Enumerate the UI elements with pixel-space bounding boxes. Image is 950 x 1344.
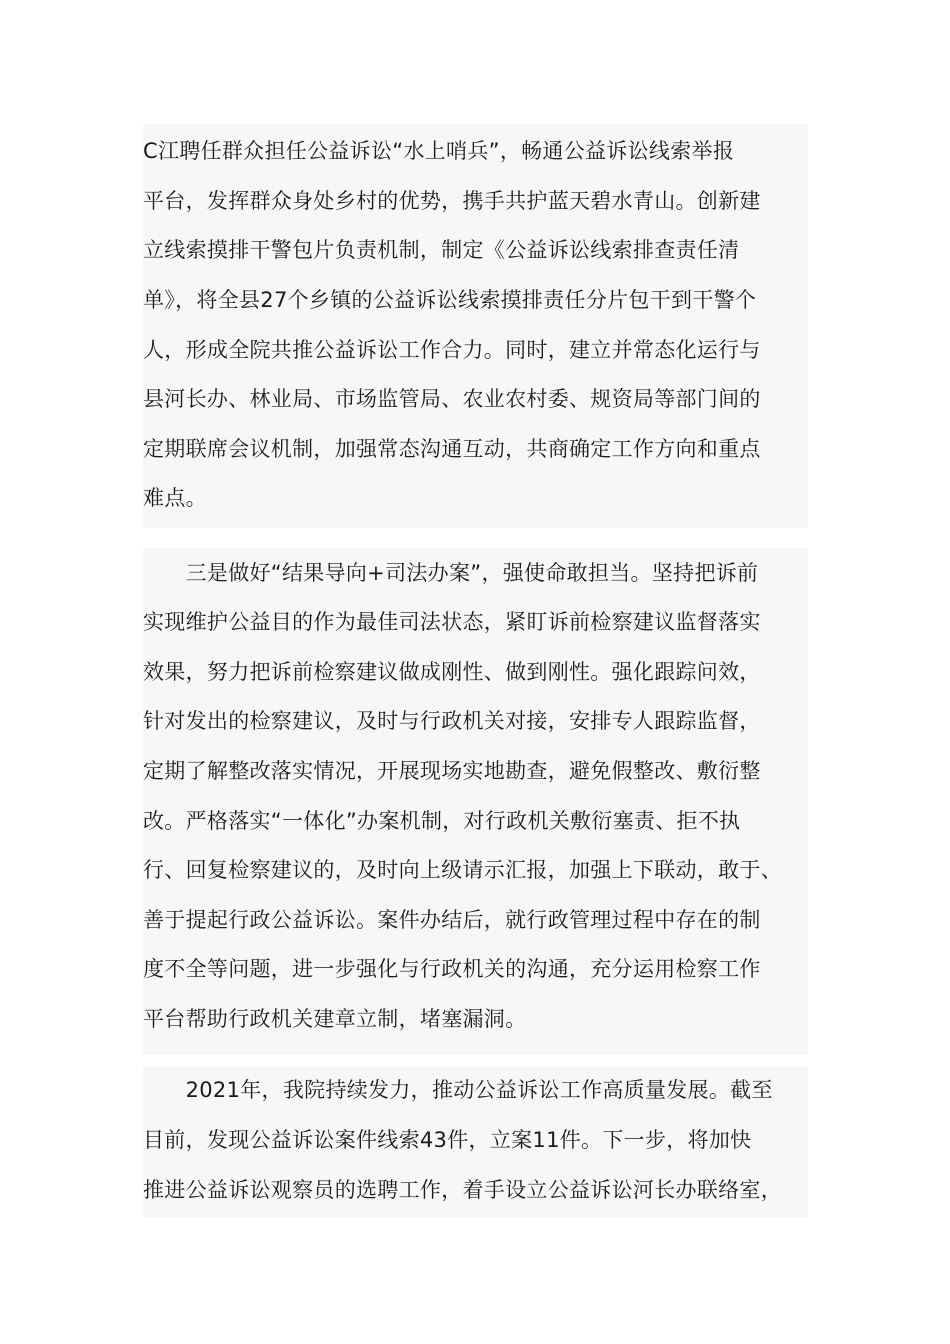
paragraph-1 <box>143 124 808 528</box>
paragraph-line: 单》，将全县27个乡镇的公益诉讼线索摸排责任分片包干到干警个 <box>143 288 757 312</box>
paragraph-line: 难点。 <box>143 486 207 510</box>
paragraph-line: 善于提起行政公益诉讼。案件办结后，就行政管理过程中存在的制 <box>143 908 761 932</box>
paragraph-line: 改。严格落实“一体化”办案机制，对行政机关敷衍塞责、拒不执 <box>143 809 741 833</box>
paragraph-line: 实现维护公益目的作为最佳司法状态，紧盯诉前检察建议监督落实 <box>143 610 761 634</box>
paragraph-line: 县河长办、林业局、市场监管局、农业农村委、规资局等部门间的 <box>143 387 761 411</box>
paragraph-line: 立线索摸排干警包片负责机制，制定《公益诉讼线索排查责任清 <box>143 238 740 262</box>
paragraph-line: 平台，发挥群众身处乡村的优势，携手共护蓝天碧水青山。创新建 <box>143 189 761 213</box>
paragraph-line: 行、回复检察建议的，及时向上级请示汇报，加强上下联动，敢于、 <box>143 858 782 882</box>
paragraph-line: 定期了解整改落实情况，开展现场实地勘查，避免假整改、敷衍整 <box>143 759 761 783</box>
paragraph-line: 目前，发现公益诉讼案件线索43件，立案11件。下一步，将加快 <box>143 1128 752 1152</box>
paragraph-line: 推进公益诉讼观察员的选聘工作，着手设立公益诉讼河长办联络室， <box>143 1178 782 1202</box>
paragraph-2 <box>143 548 808 1055</box>
paragraph-line: C江聘任群众担任公益诉讼“水上哨兵”，畅通公益诉讼线索举报 <box>143 139 735 163</box>
paragraph-line: 人，形成全院共推公益诉讼工作合力。同时，建立并常态化运行与 <box>143 338 761 362</box>
paragraph-line: 针对发出的检察建议，及时与行政机关对接，安排专人跟踪监督， <box>143 709 761 733</box>
paragraph-line: 效果，努力把诉前检察建议做成刚性、做到刚性。强化跟踪问效， <box>143 660 761 684</box>
paragraph-3 <box>143 1067 808 1217</box>
paragraph-line: 2021年，我院持续发力，推动公益诉讼工作高质量发展。截至 <box>143 1078 773 1102</box>
paragraph-line: 定期联席会议机制，加强常态沟通互动，共商确定工作方向和重点 <box>143 437 761 461</box>
paragraph-line: 平台帮助行政机关建章立制，堵塞漏洞。 <box>143 1007 527 1031</box>
paragraph-line: 三是做好“结果导向+司法办案”，强使命敢担当。坚持把诉前 <box>143 561 759 585</box>
paragraph-line: 度不全等问题，进一步强化与行政机关的沟通，充分运用检察工作 <box>143 957 761 981</box>
